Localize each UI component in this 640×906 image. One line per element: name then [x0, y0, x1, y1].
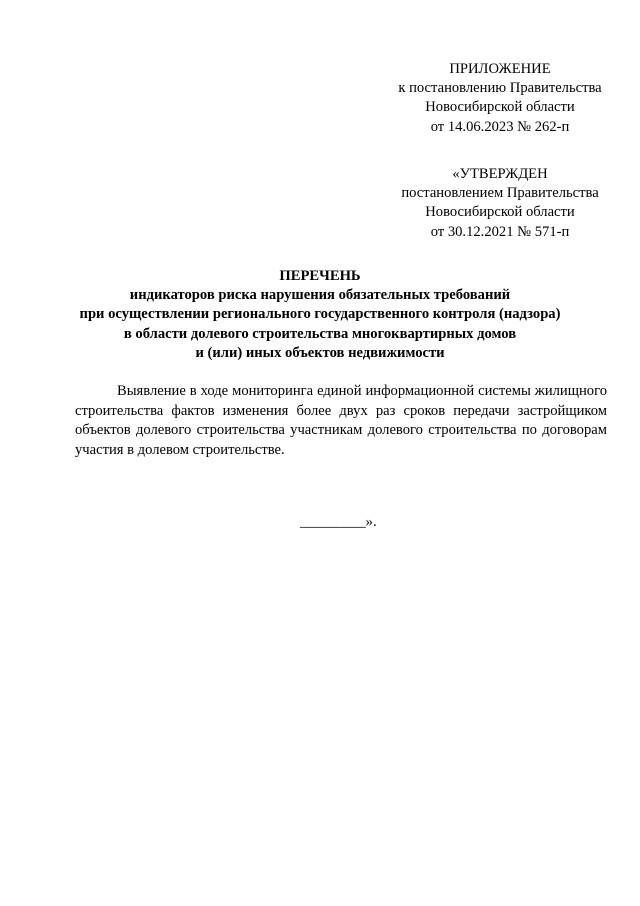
- title-line-3: в области долевого строительства многоквартирных домов: [123, 325, 517, 342]
- approved-label: «УТВЕРЖДЕН: [452, 166, 548, 182]
- document-title: [60, 267, 580, 363]
- approved-date-number: от 30.12.2021 № 571-п: [430, 223, 570, 240]
- closing-line: _________».: [300, 514, 377, 530]
- title-line-2: при осуществлении регионального государственного контроля (надзора): [79, 306, 561, 323]
- appendix-date-number: от 14.06.2023 № 262-п: [430, 118, 570, 135]
- title-line-4: и (или) иных объектов недвижимости: [195, 344, 445, 361]
- appendix-region: Новосибирской области: [425, 99, 575, 116]
- approved-header: [380, 165, 620, 242]
- appendix-label: ПРИЛОЖЕНИЕ: [449, 61, 551, 77]
- appendix-header: [380, 60, 620, 137]
- approved-resolution-ref: постановлением Правительства: [401, 185, 599, 202]
- appendix-resolution-ref: к постановлению Правительства: [398, 80, 602, 97]
- title-heading: ПЕРЕЧЕНЬ: [279, 268, 361, 284]
- approved-region: Новосибирской области: [425, 204, 575, 221]
- title-line-1: индикаторов риска нарушения обязательных требований: [129, 287, 511, 304]
- body-paragraph: Выявление в ходе мониторинга единой информационной системы жилищного строительства фактов изменения более двух раз сроков передачи застройщиком объектов долевого строительства участникам долевого строительства по договорам участия в долевом строительстве.: [75, 383, 607, 458]
